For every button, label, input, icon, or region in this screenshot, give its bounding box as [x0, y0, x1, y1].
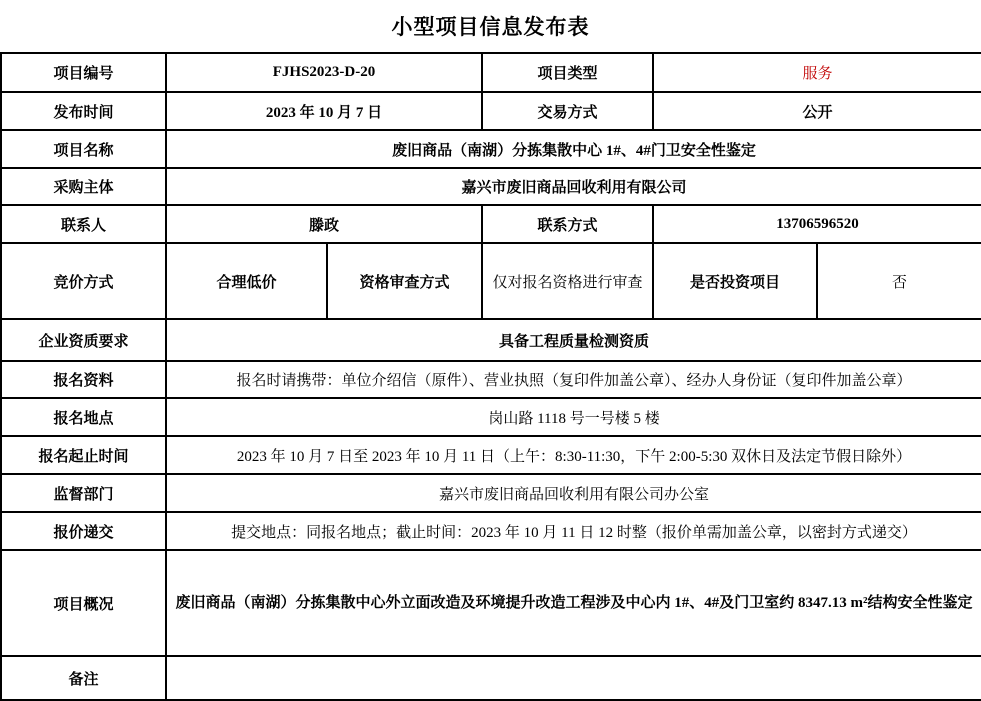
- contact-person-value: 滕政: [166, 205, 482, 243]
- purchaser-value: 嘉兴市废旧商品回收利用有限公司: [166, 168, 981, 205]
- supervision-department-value: 嘉兴市废旧商品回收利用有限公司办公室: [166, 474, 981, 512]
- project-type-value: 服务: [653, 53, 981, 92]
- remarks-value: [166, 656, 981, 700]
- supervision-department-label: 监督部门: [1, 474, 166, 512]
- registration-place-label: 报名地点: [1, 398, 166, 436]
- row-project-name: [1, 130, 981, 168]
- trade-mode-label: 交易方式: [482, 92, 653, 130]
- bidding-mode-value: 合理低价: [166, 243, 327, 319]
- contact-phone-value: 13706596520: [653, 205, 981, 243]
- investment-project-value: 否: [817, 243, 981, 319]
- project-info-table: [0, 52, 981, 701]
- row-supervision-department: [1, 474, 981, 512]
- project-name-label: 项目名称: [1, 130, 166, 168]
- investment-project-label: 是否投资项目: [653, 243, 817, 319]
- publish-date-value: 2023 年 10 月 7 日: [166, 92, 482, 130]
- row-contact: [1, 205, 981, 243]
- registration-place-value: 岗山路 1118 号一号楼 5 楼: [166, 398, 981, 436]
- project-number-value: FJHS2023-D-20: [166, 53, 482, 92]
- quotation-submission-label: 报价递交: [1, 512, 166, 550]
- row-registration-materials: [1, 361, 981, 398]
- remarks-label: 备注: [1, 656, 166, 700]
- contact-person-label: 联系人: [1, 205, 166, 243]
- registration-period-value: 2023 年 10 月 7 日至 2023 年 10 月 11 日（上午：8:30-11:30，下午 2:00-5:30 双休日及法定节假日除外）: [166, 436, 981, 474]
- enterprise-qualification-label: 企业资质要求: [1, 319, 166, 361]
- row-remarks: [1, 656, 981, 700]
- row-publish-date: [1, 92, 981, 130]
- row-enterprise-qualification: [1, 319, 981, 361]
- quotation-submission-value: 提交地点：同报名地点；截止时间：2023 年 10 月 11 日 12 时整（报价单需加盖公章，以密封方式递交）: [166, 512, 981, 550]
- page-title: 小型项目信息发布表: [391, 15, 590, 39]
- enterprise-qualification-value: 具备工程质量检测资质: [166, 319, 981, 361]
- row-registration-place: [1, 398, 981, 436]
- row-project-overview: [1, 550, 981, 656]
- row-registration-period: [1, 436, 981, 474]
- project-overview-label: 项目概况: [1, 550, 166, 656]
- qualification-review-label: 资格审查方式: [327, 243, 482, 319]
- project-type-label: 项目类型: [482, 53, 653, 92]
- registration-materials-value: 报名时请携带：单位介绍信（原件）、营业执照（复印件加盖公章）、经办人身份证（复印件加盖公章）: [166, 361, 981, 398]
- purchaser-label: 采购主体: [1, 168, 166, 205]
- publish-date-label: 发布时间: [1, 92, 166, 130]
- qualification-review-value: 仅对报名资格进行审查: [482, 243, 653, 319]
- contact-phone-label: 联系方式: [482, 205, 653, 243]
- project-name-value: 废旧商品（南湖）分拣集散中心 1#、4#门卫安全性鉴定: [166, 130, 981, 168]
- row-project-number: [1, 53, 981, 92]
- project-overview-value: 废旧商品（南湖）分拣集散中心外立面改造及环境提升改造工程涉及中心内 1#、4#及门卫室约 8347.13 m²结构安全性鉴定: [166, 550, 981, 656]
- bidding-mode-label: 竞价方式: [1, 243, 166, 319]
- project-number-label: 项目编号: [1, 53, 166, 92]
- row-quotation-submission: [1, 512, 981, 550]
- trade-mode-value: 公开: [653, 92, 981, 130]
- row-bidding: [1, 243, 981, 319]
- row-purchaser: [1, 168, 981, 205]
- registration-materials-label: 报名资料: [1, 361, 166, 398]
- registration-period-label: 报名起止时间: [1, 436, 166, 474]
